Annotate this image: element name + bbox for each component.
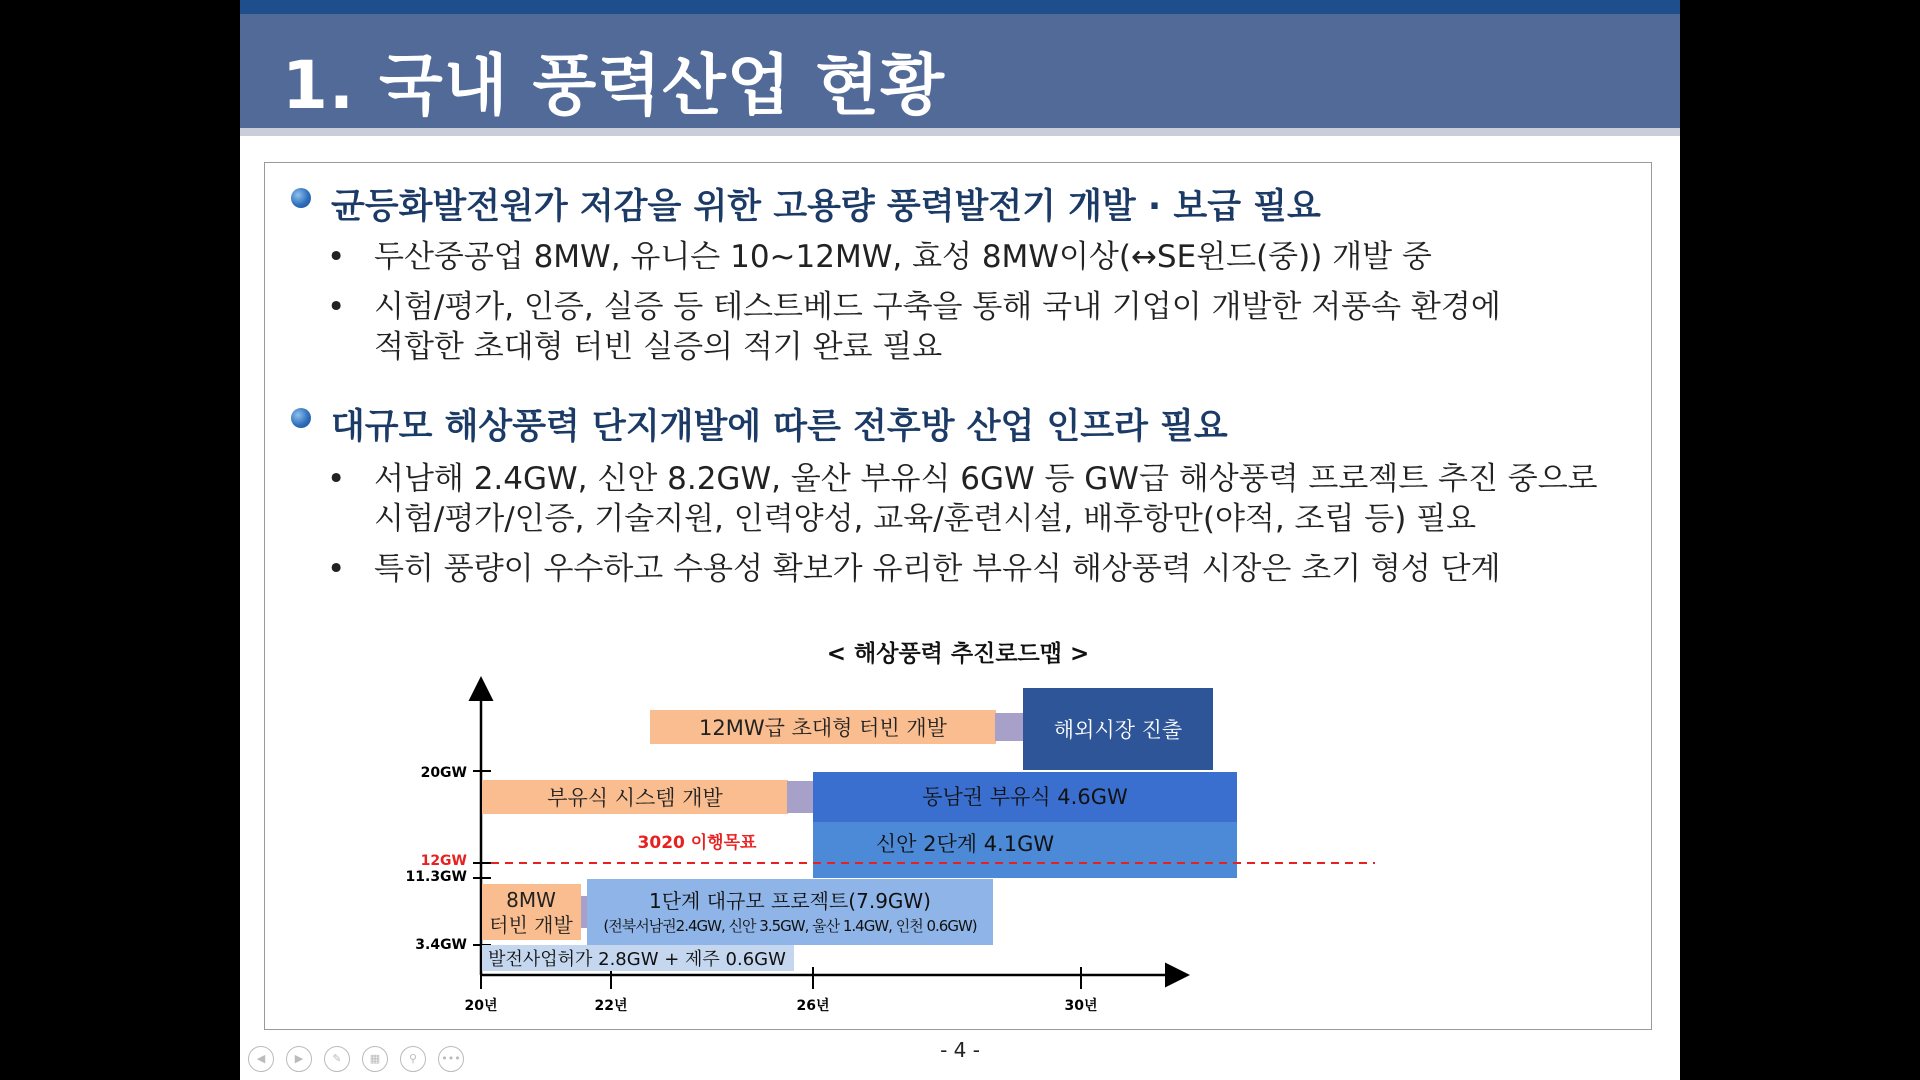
bullet-dot: •	[327, 289, 346, 325]
bar-phase1-project-label: 1단계 대규모 프로젝트(7.9GW)	[648, 889, 932, 913]
bar-overseas-label: 해외시장 진출	[1053, 718, 1183, 742]
bullet-dot: •	[327, 551, 346, 587]
more-icon[interactable]: •••	[438, 1046, 464, 1072]
x-tick-label-20: 20년	[464, 998, 498, 1014]
bar-permit-label: 발전사업허가 2.8GW + 제주 0.6GW	[488, 949, 786, 970]
title-bar	[240, 14, 1680, 128]
bar-southeast-floating-label: 동남권 부유식 4.6GW	[922, 785, 1128, 809]
bullet-1-2-line-2: 적합한 초대형 터빈 실증의 적기 완료 필요	[374, 329, 943, 365]
bar-phase1-detail-label: (전북서남권2.4GW, 신안 3.5GW, 울산 1.4GW, 인천 0.6GW)	[603, 917, 977, 935]
y-tick-label-12gw: 12GW	[420, 853, 467, 869]
slide-title: 1. 국내 풍력산업 현황	[282, 47, 945, 124]
pen-icon[interactable]: ✎	[324, 1046, 350, 1072]
roadmap-title: < 해상풍력 추진로드맵 >	[826, 641, 1090, 667]
bullet-dot: •	[327, 461, 346, 497]
slides-icon[interactable]: ▦	[362, 1046, 388, 1072]
y-tick-label-20gw: 20GW	[420, 765, 467, 781]
x-tick-label-26: 26년	[796, 998, 830, 1014]
section-heading-2-text: 대규모 해상풍력 단지개발에 따른 전후방 산업 인프라 필요	[331, 407, 1228, 447]
title-shadow	[240, 128, 1680, 136]
bar-8mw-turbine-label-2: 터빈 개발	[489, 913, 573, 937]
content-box	[264, 162, 1652, 1030]
bullet-1-1-line-1: 두산중공업 8MW, 유니슨 10~12MW, 효성 8MW이상(↔SE윈드(중)) 개발 중	[374, 239, 1432, 275]
zoom-icon[interactable]: ⚲	[400, 1046, 426, 1072]
section-heading-1-text: 균등화발전원가 저감을 위한 고용량 풍력발전기 개발 · 보급 필요	[331, 187, 1321, 227]
x-tick-label-30: 30년	[1064, 998, 1098, 1014]
bullet-2-1-line-1: 서남해 2.4GW, 신안 8.2GW, 울산 부유식 6GW 등 GW급 해상풍력 프로젝트 추진 중으로	[374, 461, 1598, 497]
next-icon[interactable]: ▶	[286, 1046, 312, 1072]
y-tick-label-3-4gw: 3.4GW	[415, 937, 467, 953]
y-tick-label-11-3gw: 11.3GW	[405, 869, 467, 885]
bullet-1-2-line-1: 시험/평가, 인증, 실증 등 테스트베드 구축을 통해 국내 기업이 개발한 저풍속 환경에	[374, 289, 1501, 325]
bullet-2-1-line-2: 시험/평가/인증, 기술지원, 인력양성, 교육/훈련시설, 배후항만(야적, 조립 등) 필요	[374, 501, 1477, 537]
page-number: - 4 -	[940, 1038, 980, 1062]
slide	[240, 0, 1680, 1080]
x-tick-label-22: 22년	[594, 998, 628, 1014]
prev-icon[interactable]: ◀	[248, 1046, 274, 1072]
top-strip	[240, 0, 1680, 14]
bar-sinan-phase2-label: 신안 2단계 4.1GW	[875, 832, 1055, 856]
bullet-dot: •	[327, 239, 346, 275]
bar-floating-dev-label: 부유식 시스템 개발	[547, 786, 723, 810]
target-line-label: 3020 이행목표	[637, 833, 757, 853]
roadmap-chart	[265, 163, 1651, 1029]
bullet-2-2-line-1: 특히 풍량이 우수하고 수용성 확보가 유리한 부유식 해상풍력 시장은 초기 형성 단계	[374, 551, 1501, 587]
bar-12mw-turbine-label: 12MW급 초대형 터빈 개발	[699, 716, 947, 740]
bar-8mw-turbine-label-1: 8MW	[506, 888, 556, 912]
